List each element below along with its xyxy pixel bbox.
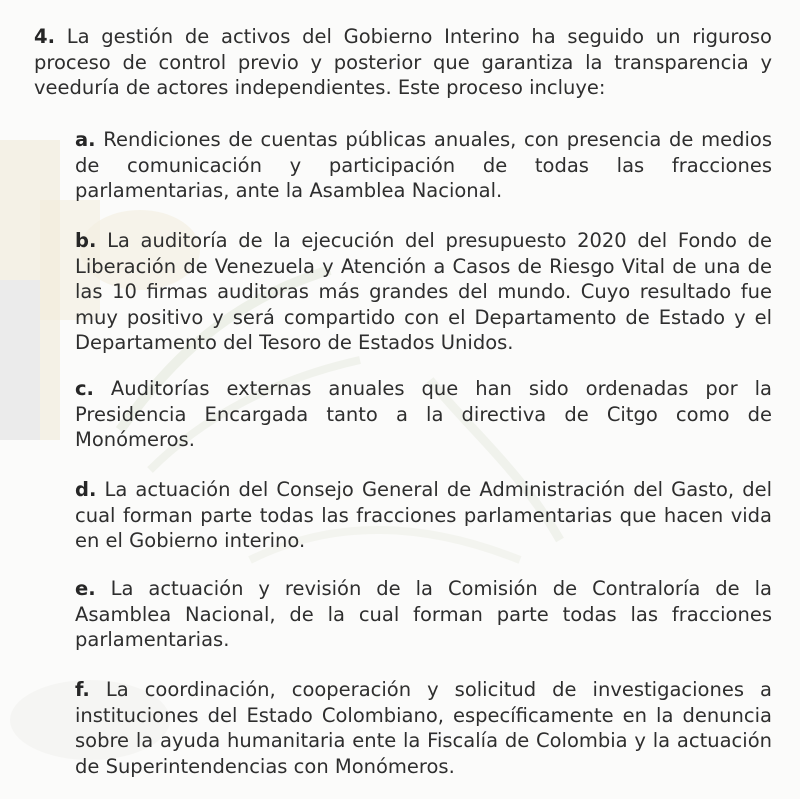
item-marker: c. <box>75 377 94 400</box>
list-item-e <box>75 576 772 653</box>
item-text: La auditoría de la ejecución del presupuesto 2020 del Fondo de Liberación de Venezuela y Atención a Casos de Riesgo Vital de una de las 10 firmas auditoras más grandes del mundo. Cuyo resultado fue muy positivo y será compartido con el Departamento de Estado y el Departamento del Tesoro de Estados Unidos. <box>75 229 773 354</box>
list-item-d <box>75 477 772 554</box>
item-text: Rendiciones de cuentas públicas anuales, con presencia de medios de comunicación y participación de todas las fracciones parlamentarias, ante la Asamblea Nacional. <box>75 128 772 202</box>
list-item-b <box>75 228 772 356</box>
item-marker: b. <box>75 229 97 252</box>
point-4-paragraph <box>34 24 772 101</box>
item-marker: a. <box>75 128 96 151</box>
point-marker: 4. <box>34 25 55 48</box>
item-text: Auditorías externas anuales que han sido ordenadas por la Presidencia Encargada tanto a la directiva de Citgo como de Monómeros. <box>75 377 772 451</box>
list-item-c <box>75 376 772 453</box>
item-marker: e. <box>75 577 96 600</box>
item-marker: d. <box>75 478 97 501</box>
item-text: La coordinación, cooperación y solicitud de investigaciones a instituciones del Estado Colombiano, específicamente en la denuncia sobre la ayuda humanitaria ente la Fiscalía de Colombia y la actuación de Superintendencias con Monómeros. <box>75 678 772 778</box>
point-text: La gestión de activos del Gobierno Interino ha seguido un riguroso proceso de control previo y posterior que garantiza la transparencia y veeduría de actores independientes. Este proceso incluye: <box>34 25 772 99</box>
item-marker: f. <box>75 678 90 701</box>
list-item-a <box>75 127 772 204</box>
item-text: La actuación del Consejo General de Administración del Gasto, del cual forman parte todas las fracciones parlamentarias que hacen vida en el Gobierno interino. <box>75 478 772 552</box>
list-item-f <box>75 677 772 779</box>
item-text: La actuación y revisión de la Comisión de Contraloría de la Asamblea Nacional, de la cual forman parte todas las fracciones parlamentarias. <box>75 577 772 651</box>
